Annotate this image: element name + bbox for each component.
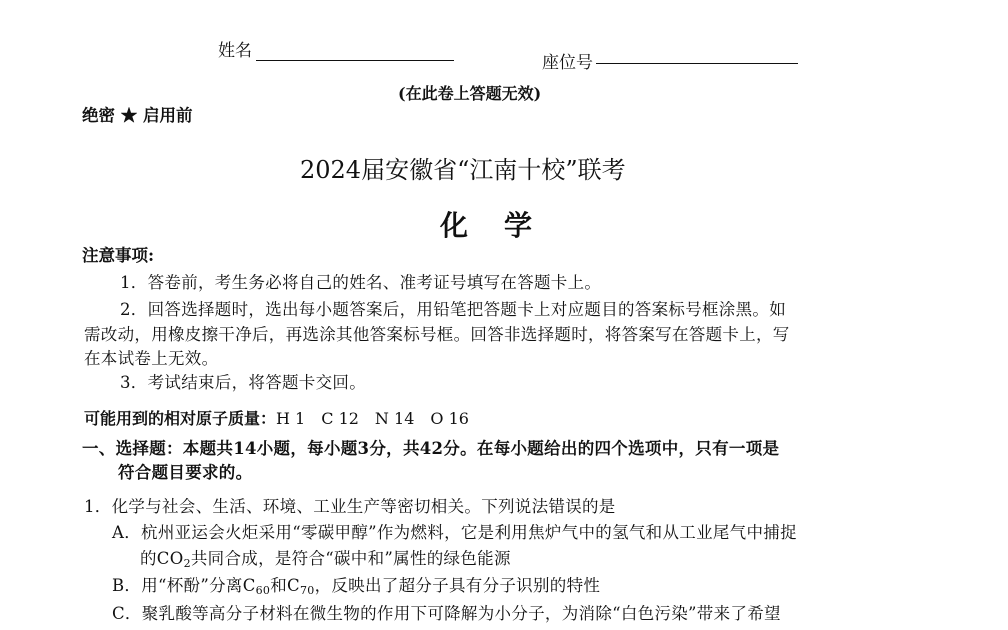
option-b-text-post: ，反映出了超分子具有分子识别的特性 bbox=[314, 576, 601, 595]
option-a-text-pre: 的CO bbox=[140, 549, 184, 568]
seat-field-line bbox=[596, 63, 798, 64]
notes-item-1: 1．答卷前，考生务必将自己的姓名、准考证号填写在答题卡上。 bbox=[120, 273, 602, 292]
notes-item-2-line-3: 在本试卷上无效。 bbox=[84, 349, 219, 368]
section-1-heading-line-1: 一、选择题：本题共14小题，每小题3分，共42分。在每小题给出的四个选项中，只有一项是 bbox=[82, 439, 780, 458]
exam-title: 2024届安徽省“江南十校”联考 bbox=[300, 156, 626, 184]
notes-heading: 注意事项: bbox=[82, 246, 155, 265]
notes-item-2-line-2: 需改动，用橡皮擦干净后，再选涂其他答案标号框。回答非选择题时，将答案写在答题卡上，写 bbox=[84, 325, 790, 344]
option-b-text-mid: 和C bbox=[270, 576, 300, 595]
co2-subscript: 2 bbox=[183, 557, 191, 570]
atomic-mass-label: 可能用到的相对原子质量： bbox=[84, 409, 277, 428]
atomic-mass-line bbox=[84, 406, 469, 429]
option-b-text-pre: B．用“杯酚”分离C bbox=[112, 576, 256, 595]
c60-subscript: 60 bbox=[255, 584, 271, 597]
invalid-note: (在此卷上答题无效) bbox=[398, 84, 542, 103]
seat-label: 座位号 bbox=[542, 53, 593, 73]
notes-item-2-line-1: 2．回答选择题时，选出每小题答案后，用铅笔把答题卡上对应题目的答案标号框涂黑。如 bbox=[120, 300, 786, 319]
notes-item-3: 3．考试结束后，将答题卡交回。 bbox=[120, 373, 366, 392]
question-1-option-c: C．聚乳酸等高分子材料在微生物的作用下可降解为小分子，为消除“白色污染”带来了希望 bbox=[112, 604, 781, 623]
subject-title: 化 学 bbox=[440, 209, 537, 242]
atomic-mass-values: H 1 C 12 N 14 O 16 bbox=[276, 409, 469, 428]
question-1-stem: 1．化学与社会、生活、环境、工业生产等密切相关。下列说法错误的是 bbox=[84, 497, 616, 516]
name-label: 姓名 bbox=[218, 41, 252, 61]
option-a-text-post: 共同合成，是符合“碳中和”属性的绿色能源 bbox=[190, 549, 511, 568]
name-field-line bbox=[256, 60, 454, 61]
question-1-option-a-line-2 bbox=[140, 545, 511, 569]
question-1-option-b bbox=[112, 572, 600, 596]
c70-subscript: 70 bbox=[299, 584, 315, 597]
secret-mark: 绝密 ★ 启用前 bbox=[82, 106, 193, 125]
question-1-option-a-line-1: A．杭州亚运会火炬采用“零碳甲醇”作为燃料，它是利用焦炉气中的氢气和从工业尾气中捕捉 bbox=[112, 523, 797, 542]
section-1-heading-line-2: 符合题目要求的。 bbox=[118, 463, 253, 482]
